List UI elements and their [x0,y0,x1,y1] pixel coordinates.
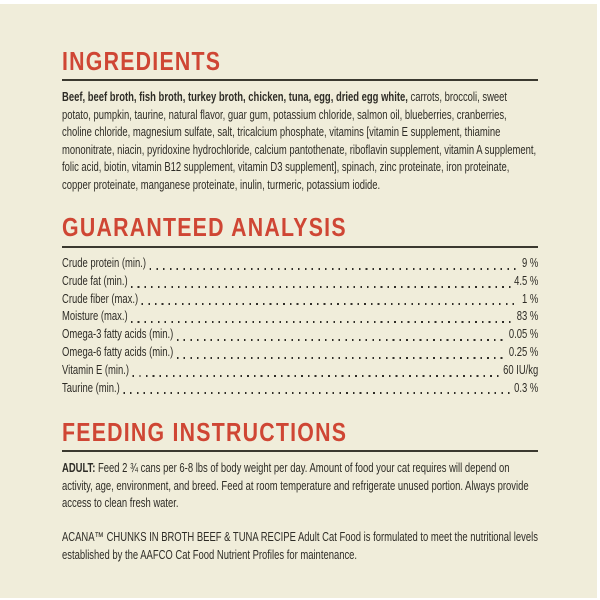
dot-leader [177,357,505,359]
ingredients-divider [62,79,538,81]
ingredients-bold-lead: Beef, beef broth, fish broth, turkey broth, chicken, tuna, egg, dried egg white, [62,90,408,104]
table-row [62,362,538,380]
table-row [62,273,538,291]
analysis-label: Vitamin E (min.) [62,362,130,377]
analysis-value: 1 % [521,291,539,306]
ingredients-rest: carrots, broccoli, sweet potato, pumpkin, taurine, natural flavor, guar gum, potassium chloride, salmon oil, blueberries, cranberries, choline chloride, magnesium sulfate, salt, tricalcium phosphate, vitamins [vitamin E supplement, thiamine mononitrate, niacin, pyridoxine hydrochloride, calcium pantothenate, riboflavin supplement, vitamin A supplement, folic acid, biotin, vitamin B12 supplement, vitamin D3 supplement], spinach, zinc proteinate, iron proteinate, copper proteinate, manganese proteinate, inulin, turmeric, potassium iodide. [62,90,537,192]
table-row [62,308,538,326]
analysis-value: 83 % [516,309,539,324]
dot-leader [131,321,513,323]
analysis-value: 0.25 % [508,344,539,359]
dot-leader [142,303,518,305]
dot-leader [150,268,518,270]
ingredients-paragraph [62,89,538,194]
feeding-instructions-heading: FEEDING INSTRUCTIONS [62,417,348,447]
guaranteed-analysis-heading: GUARANTEED ANALYSIS [62,212,347,242]
analysis-label: Omega-3 fatty acids (min.) [62,327,174,342]
dot-leader [131,286,510,288]
table-row [62,291,538,309]
analysis-value: 9 % [521,256,539,270]
dot-leader [177,339,505,341]
adult-bold-lead: ADULT: [62,461,96,475]
table-row [62,326,538,344]
table-row [62,380,538,398]
feeding-instructions-paragraph [62,460,538,513]
analysis-label: Crude fiber (max.) [62,291,139,306]
guaranteed-analysis-divider [62,246,538,248]
analysis-value: 0.3 % [514,380,539,395]
aafco-statement: ACANA™ CHUNKS IN BROTH BEEF & TUNA RECIPE Adult Cat Food is formulated to meet the nutritional levels established by the AAFCO Cat Food Nutrient Profiles for maintenance. [62,530,538,562]
analysis-value: 4.5 % [514,273,539,288]
dot-leader [123,392,510,394]
analysis-label: Omega-6 fatty acids (min.) [62,344,174,359]
analysis-label: Crude fat (min.) [62,273,128,288]
feeding-instructions-divider [62,450,538,452]
analysis-label: Crude protein (min.) [62,256,146,270]
table-row [62,255,538,273]
dot-leader [133,375,500,377]
ingredients-heading: INGREDIENTS [62,46,222,76]
analysis-label: Moisture (max.) [62,309,128,324]
guaranteed-analysis-table [62,255,538,397]
adult-rest: Feed 2 ¾ cans per 6-8 lbs of body weight per day. Amount of food your cat requires will depend on activity, age, environment, and breed. Feed at room temperature and refrigerate unused portion. Always provide access to clean fresh water. [62,461,529,510]
analysis-value: 0.05 % [508,327,539,342]
analysis-label: Taurine (min.) [62,380,120,395]
analysis-value: 60 IU/kg [503,362,539,377]
table-row [62,344,538,362]
